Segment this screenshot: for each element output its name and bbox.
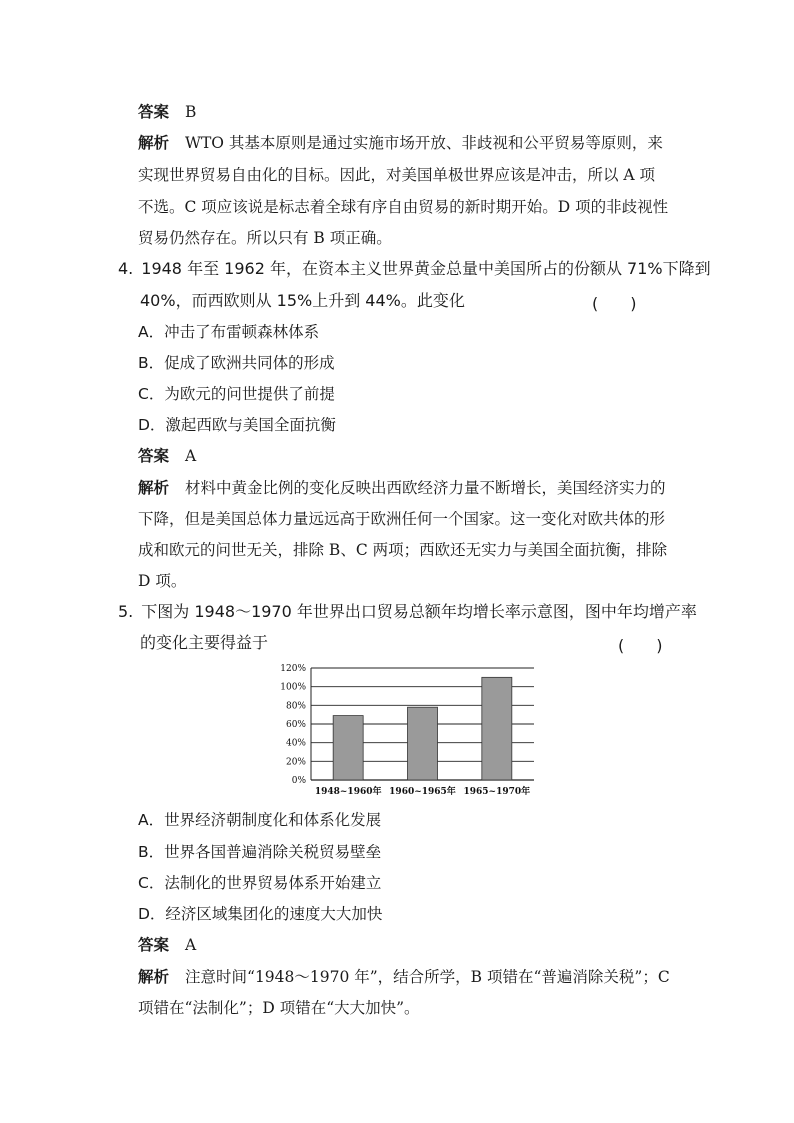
x-tick-label: 1948~1960年 bbox=[314, 787, 382, 797]
explain-label: 解析 bbox=[138, 967, 170, 986]
q4-option-a: A．冲击了布雷顿森林体系 bbox=[138, 323, 320, 341]
q5-option-b: B．世界各国普遍消除关税贸易壁垒 bbox=[138, 843, 382, 861]
prev-explain-line-1 bbox=[138, 133, 663, 153]
q4-stem-text: 1948 年至 1962 年，在资本主义世界黄金总量中美国所占的份额从 71%下降到 bbox=[141, 259, 711, 278]
q4-stem-line-1 bbox=[118, 259, 711, 279]
q5-answer-blank: ( ) bbox=[618, 636, 663, 655]
q5-option-c: C．法制化的世界贸易体系开始建立 bbox=[138, 874, 382, 892]
bar bbox=[408, 707, 438, 780]
bar bbox=[482, 677, 512, 780]
q5-explain-line-1 bbox=[138, 967, 670, 987]
answer-label: 答案 bbox=[138, 935, 170, 954]
answer-value: B bbox=[185, 103, 197, 121]
explain-text: 注意时间“1948～1970 年”，结合所学，B 项错在“普遍消除关税”；C bbox=[185, 968, 670, 986]
q4-answer-blank: ( ) bbox=[592, 294, 637, 313]
answer-value: A bbox=[185, 936, 197, 954]
explain-text: 材料中黄金比例的变化反映出西欧经济力量不断增长，美国经济实力的 bbox=[185, 479, 666, 497]
q5-explain-line-2: 项错在“法制化”；D 项错在“大大加快”。 bbox=[138, 999, 420, 1017]
q4-answer bbox=[138, 446, 196, 466]
explain-label: 解析 bbox=[138, 133, 170, 152]
q4-explain-line-3: 成和欧元的问世无关，排除 B、C 两项；西欧还无实力与美国全面抗衡，排除 bbox=[138, 541, 668, 559]
q5-stem-line-1 bbox=[118, 602, 697, 622]
q4-explain-line-4: D 项。 bbox=[138, 572, 187, 590]
q5-number: 5. bbox=[118, 602, 134, 621]
prev-explain-line-4: 贸易仍然存在。所以只有 B 项正确。 bbox=[138, 229, 392, 247]
q5-option-a: A．世界经济朝制度化和体系化发展 bbox=[138, 811, 382, 829]
q5-stem-line-2: 的变化主要得益于 bbox=[140, 633, 269, 652]
y-tick-label: 60% bbox=[285, 720, 306, 730]
y-tick-label: 100% bbox=[280, 682, 306, 693]
q4-option-d: D．激起西欧与美国全面抗衡 bbox=[138, 416, 336, 434]
y-tick-label: 120% bbox=[280, 664, 306, 674]
bar-chart bbox=[276, 660, 546, 802]
answer-label: 答案 bbox=[138, 446, 170, 465]
q4-option-b: B．促成了欧洲共同体的形成 bbox=[138, 354, 335, 372]
q4-option-c: C．为欧元的问世提供了前提 bbox=[138, 385, 335, 403]
prev-answer bbox=[138, 102, 196, 122]
q4-explain-line-2: 下降，但是美国总体力量远远高于欧洲任何一个国家。这一变化对欧共体的形 bbox=[138, 510, 666, 528]
bar bbox=[333, 716, 363, 780]
x-tick-label: 1960~1965年 bbox=[389, 787, 456, 797]
x-tick-label: 1965~1970年 bbox=[463, 787, 531, 797]
trade-growth-chart bbox=[276, 660, 546, 802]
q4-explain-line-1 bbox=[138, 478, 666, 498]
answer-label: 答案 bbox=[138, 102, 170, 121]
explain-text: WTO 其基本原则是通过实施市场开放、非歧视和公平贸易等原则，来 bbox=[185, 134, 663, 152]
q4-stem-line-2: 40%，而西欧则从 15%上升到 44%。此变化 bbox=[140, 291, 465, 310]
prev-explain-line-3: 不选。C 项应该说是标志着全球有序自由贸易的新时期开始。D 项的非歧视性 bbox=[138, 198, 669, 216]
y-tick-label: 0% bbox=[291, 776, 306, 786]
prev-explain-line-2: 实现世界贸易自由化的目标。因此，对美国单极世界应该是冲击，所以 A 项 bbox=[138, 166, 656, 184]
q4-number: 4. bbox=[118, 259, 134, 278]
y-tick-label: 20% bbox=[285, 757, 306, 768]
y-tick-label: 40% bbox=[285, 738, 306, 749]
answer-value: A bbox=[185, 447, 197, 465]
q5-answer bbox=[138, 935, 196, 955]
y-tick-label: 80% bbox=[285, 701, 306, 712]
q5-option-d: D．经济区域集团化的速度大大加快 bbox=[138, 905, 383, 923]
q5-stem-text: 下图为 1948～1970 年世界出口贸易总额年均增长率示意图，图中年均增产率 bbox=[141, 602, 697, 621]
explain-label: 解析 bbox=[138, 478, 170, 497]
